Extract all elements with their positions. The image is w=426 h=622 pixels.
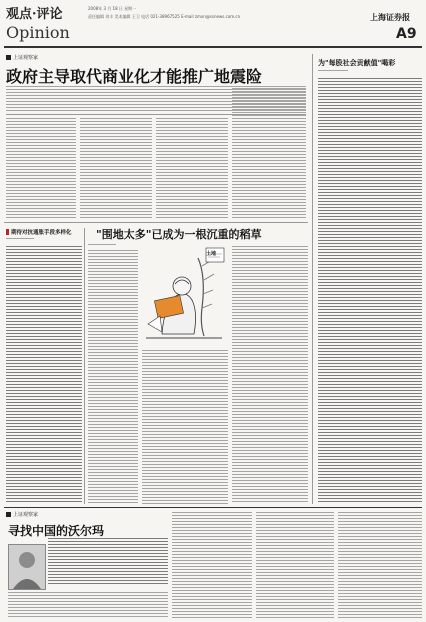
right-byline <box>318 70 348 73</box>
cartoon-illustration <box>142 246 228 346</box>
left-headline-marker <box>6 229 9 235</box>
lead-col-3 <box>156 118 228 218</box>
right-column-text <box>318 78 422 503</box>
masthead-rule <box>4 46 422 48</box>
bottom-kicker: 上证观察家 <box>13 512 39 518</box>
bottom-deck-text <box>48 538 168 586</box>
right-headline: 为"每股社会贡献值"喝彩 <box>318 59 396 67</box>
left-column-divider <box>84 228 85 504</box>
left-section-rule <box>4 222 308 223</box>
middle-headline: "围地太多"已成为一根沉重的稻草 <box>96 228 262 241</box>
bottom-col-3 <box>256 512 334 618</box>
cartoon-graphic <box>142 246 228 346</box>
right-column-divider <box>312 54 313 504</box>
masthead <box>0 0 426 52</box>
middle-col-3 <box>232 246 308 504</box>
bottom-headline: 寻找中国的沃尔玛 <box>8 524 105 538</box>
lead-kicker: 上证观察家 <box>13 55 39 61</box>
date-line: 2008年 3 月 18 日 星期一 <box>88 6 137 11</box>
bottom-col-4 <box>338 512 422 618</box>
middle-byline <box>88 244 116 247</box>
lead-col-2 <box>80 118 152 218</box>
portrait-icon <box>9 545 45 589</box>
middle-col-1 <box>88 250 138 504</box>
cartoon-caption: 土地 <box>206 251 217 257</box>
lead-kicker-marker <box>6 55 11 60</box>
lead-col-1 <box>6 118 76 218</box>
lead-col-4 <box>232 88 306 218</box>
section-title-english: Opinion <box>6 23 70 42</box>
left-byline <box>6 238 34 241</box>
paper-name: 上海证券报 <box>370 12 410 22</box>
bottom-kicker-marker <box>6 512 11 517</box>
bottom-col-1 <box>8 592 168 618</box>
lead-headline: 政府主导取代商业化才能推广地震险 <box>6 67 263 86</box>
left-column-text <box>6 246 82 504</box>
author-portrait <box>8 544 46 590</box>
section-title: 观点·评论 <box>6 7 63 22</box>
bottom-col-2 <box>172 512 252 618</box>
page-number: A9 <box>396 26 417 42</box>
bottom-section-rule <box>4 507 422 508</box>
middle-col-2 <box>142 350 228 504</box>
left-headline: 期待对抗通胀手段多样化 <box>11 230 72 236</box>
editor-line: 责任编辑 刘丰 美术编辑 王卫 电话 021-38967525 E-mail zmxn@ssnews.com.cn <box>88 14 241 19</box>
